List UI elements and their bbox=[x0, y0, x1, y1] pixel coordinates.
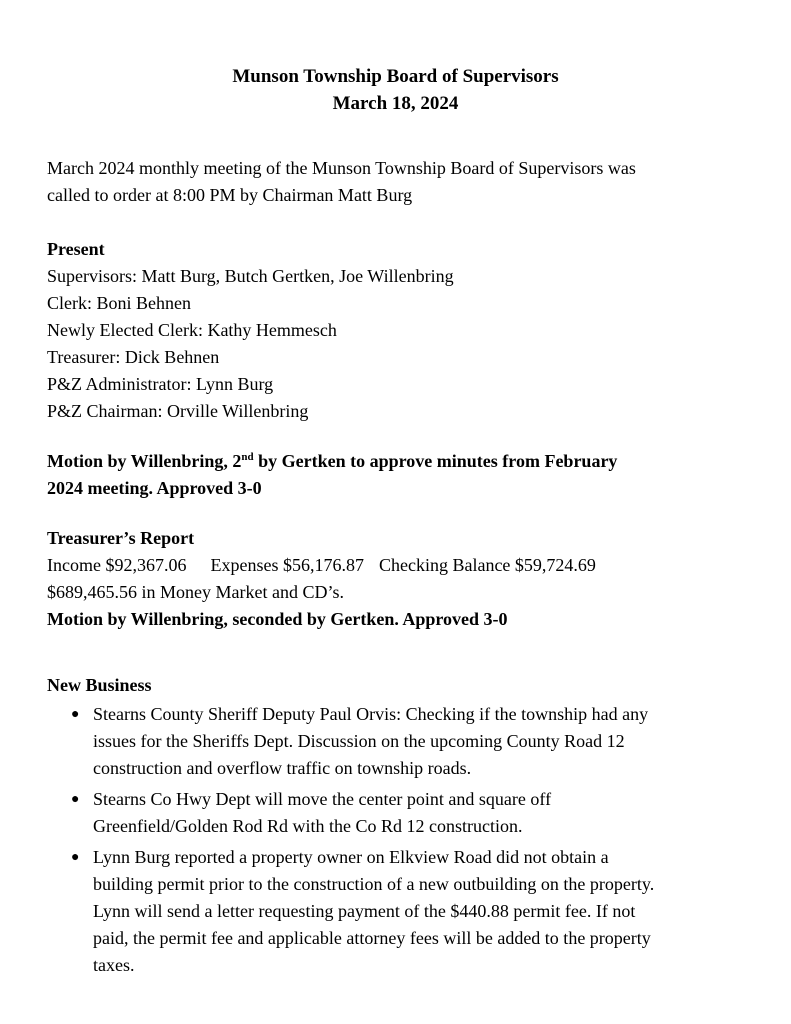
list-item-line: Stearns County Sheriff Deputy Paul Orvis: Checking if the township had any bbox=[93, 704, 649, 724]
list-item-line: building permit prior to the construction of a new outbuilding on the property. bbox=[93, 874, 655, 894]
money-market-line: $689,465.56 in Money Market and CD’s. bbox=[47, 582, 344, 602]
minutes-motion-part-1: Motion by Willenbring, 2 bbox=[47, 451, 242, 471]
new-business-heading: New Business bbox=[47, 675, 152, 695]
meeting-date: March 18, 2024 bbox=[332, 93, 459, 114]
list-item-line: Stearns Co Hwy Dept will move the center point and square off bbox=[93, 789, 552, 809]
minutes-motion-part-2: by Gertken to approve minutes from February bbox=[253, 451, 618, 471]
bullet-icon: ● bbox=[71, 707, 80, 722]
document-title: Munson Township Board of Supervisors bbox=[232, 66, 559, 87]
ordinal-suffix: nd bbox=[241, 451, 254, 463]
list-item-line: issues for the Sheriffs Dept. Discussion on the upcoming County Road 12 bbox=[93, 731, 625, 751]
present-pz-chairman: P&Z Chairman: Orville Willenbring bbox=[47, 401, 309, 421]
treasurer-heading: Treasurer’s Report bbox=[47, 528, 195, 548]
present-supervisors: Supervisors: Matt Burg, Butch Gertken, Joe Willenbring bbox=[47, 266, 454, 286]
list-item bbox=[47, 786, 767, 840]
list-item-line: paid, the permit fee and applicable attorney fees will be added to the property bbox=[93, 928, 651, 948]
present-clerk: Clerk: Boni Behnen bbox=[47, 293, 191, 313]
treasurer-figures bbox=[47, 552, 596, 579]
intro-line-1: March 2024 monthly meeting of the Munson Township Board of Supervisors was bbox=[47, 158, 636, 178]
list-item-line: taxes. bbox=[93, 955, 135, 975]
intro-line-2: called to order at 8:00 PM by Chairman Matt Burg bbox=[47, 185, 413, 205]
list-item bbox=[47, 701, 767, 782]
checking-balance: Checking Balance $59,724.69 bbox=[378, 555, 596, 575]
bullet-icon: ● bbox=[71, 850, 80, 865]
minutes-motion-line-2: 2024 meeting. Approved 3-0 bbox=[47, 478, 262, 498]
minutes-motion-line-1 bbox=[47, 448, 617, 475]
income-value: Income $92,367.06 bbox=[47, 555, 187, 575]
list-item-line: Lynn Burg reported a property owner on Elkview Road did not obtain a bbox=[93, 847, 609, 867]
treasurer-motion: Motion by Willenbring, seconded by Gertken. Approved 3-0 bbox=[47, 609, 508, 629]
bullet-icon: ● bbox=[71, 792, 80, 807]
present-treasurer: Treasurer: Dick Behnen bbox=[47, 347, 220, 367]
list-item bbox=[47, 844, 767, 979]
present-heading: Present bbox=[47, 239, 105, 259]
expenses-value: Expenses $56,176.87 bbox=[210, 555, 364, 575]
present-new-clerk: Newly Elected Clerk: Kathy Hemmesch bbox=[47, 320, 337, 340]
list-item-line: construction and overflow traffic on township roads. bbox=[93, 758, 472, 778]
new-business-list bbox=[47, 701, 767, 983]
list-item-line: Lynn will send a letter requesting payment of the $440.88 permit fee. If not bbox=[93, 901, 636, 921]
list-item-line: Greenfield/Golden Rod Rd with the Co Rd 12 construction. bbox=[93, 816, 523, 836]
present-pz-admin: P&Z Administrator: Lynn Burg bbox=[47, 374, 274, 394]
